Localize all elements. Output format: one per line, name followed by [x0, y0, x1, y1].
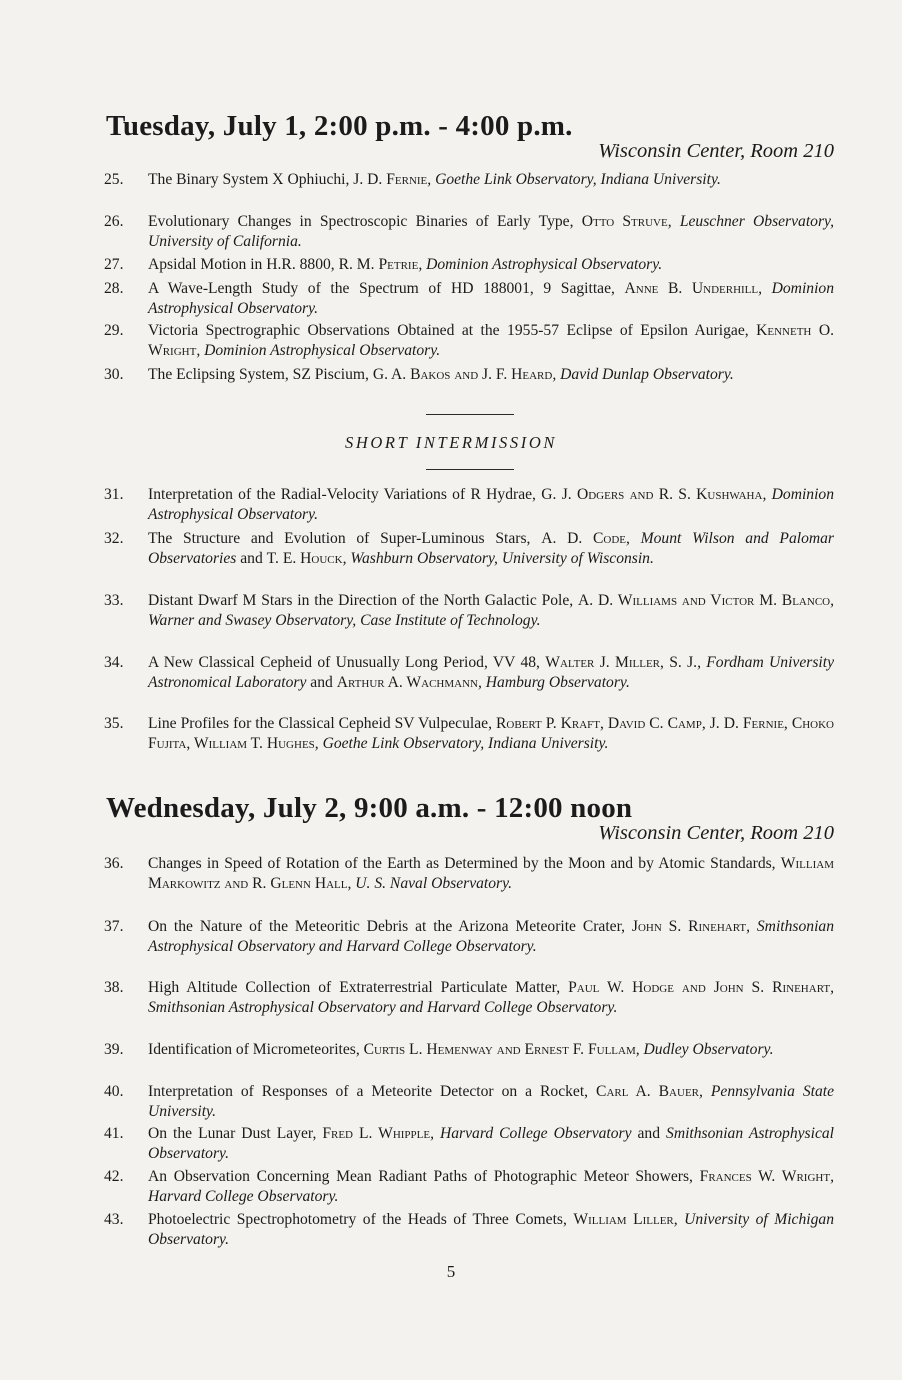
- paper-authors: Carl A. Bauer: [596, 1083, 700, 1100]
- paper-entry: [104, 917, 834, 958]
- paper-number: 33.: [104, 592, 124, 609]
- paper-title: Changes in Speed of Rotation of the Earth as Determined by the Moon and by Atomic Standards,: [148, 855, 781, 872]
- paper-affiliation: , U. S. Naval Observatory.: [347, 875, 513, 893]
- paper-entry: [104, 1082, 834, 1123]
- paper-authors: Otto Struve: [581, 213, 668, 230]
- paper-title: Apsidal Motion in H.R. 8800,: [148, 256, 339, 273]
- paper-affiliation: , Dominion Astrophysical Observatory.: [148, 280, 834, 318]
- paper-affiliation: , Smithsonian Astrophysical Observatory and Harvard College Observatory.: [148, 918, 834, 956]
- paper-number: 25.: [104, 171, 124, 188]
- paper-entry: [104, 529, 834, 570]
- paper-affiliation-secondary: , Hamburg Observatory.: [477, 674, 630, 692]
- paper-entry: [104, 854, 834, 895]
- paper-authors: G. J. Odgers and R. S. Kushwaha: [541, 486, 763, 503]
- paper-title: On the Nature of the Meteoritic Debris at the Arizona Meteorite Crater,: [148, 918, 632, 935]
- paper-title: An Observation Concerning Mean Radiant Paths of Photographic Meteor Showers,: [148, 1168, 700, 1185]
- paper-number: 30.: [104, 366, 124, 383]
- paper-number: 31.: [104, 486, 124, 503]
- paper-authors: Paul W. Hodge and John S. Rinehart: [568, 979, 831, 996]
- paper-number: 32.: [104, 530, 124, 547]
- short-intermission-heading: SHORT INTERMISSION: [345, 433, 557, 452]
- paper-number: 43.: [104, 1211, 124, 1228]
- paper-affiliation: , Goethe Link Observatory, Indiana University.: [427, 171, 721, 188]
- paper-affiliation: , Mount Wilson and Palomar Observatories: [148, 530, 834, 568]
- paper-title: The Binary System X Ophiuchi,: [148, 171, 354, 188]
- paper-title: Distant Dwarf M Stars in the Direction of the North Galactic Pole,: [148, 592, 579, 609]
- paper-title: Interpretation of the Radial-Velocity Variations of R Hydrae,: [148, 486, 542, 503]
- paper-number: 27.: [104, 256, 124, 273]
- paper-authors-secondary: T. E. Houck: [266, 550, 343, 568]
- paper-title: Evolutionary Changes in Spectroscopic Binaries of Early Type,: [148, 213, 582, 230]
- paper-connector: and: [306, 674, 337, 692]
- paper-affiliation: , Smithsonian Astrophysical Observatory and Harvard College Observatory.: [148, 979, 834, 1017]
- paper-number: 36.: [104, 855, 124, 872]
- paper-affiliation: , Fordham University Astronomical Laboratory: [148, 654, 834, 692]
- paper-authors: Walter J. Miller, S. J.: [545, 654, 698, 671]
- paper-number: 26.: [104, 213, 124, 230]
- paper-affiliation: , David Dunlap Observatory.: [552, 366, 734, 383]
- paper-authors: Kenneth O. Wright: [148, 322, 834, 360]
- paper-title: On the Lunar Dust Layer,: [148, 1125, 323, 1142]
- paper-affiliation: , Goethe Link Observatory, Indiana University.: [314, 735, 609, 753]
- paper-number: 38.: [104, 979, 124, 996]
- paper-number: 41.: [104, 1125, 124, 1142]
- paper-authors: J. D. Fernie: [353, 171, 428, 188]
- paper-entry: [104, 485, 834, 526]
- paper-entry: [104, 170, 834, 190]
- paper-entry: [104, 212, 834, 253]
- paper-number: 28.: [104, 280, 124, 297]
- paper-number: 29.: [104, 322, 124, 339]
- paper-entry: [104, 365, 834, 385]
- paper-affiliation: , Harvard College Observatory: [430, 1125, 632, 1142]
- paper-affiliation: , Dominion Astrophysical Observatory.: [418, 256, 663, 273]
- paper-entry: [104, 255, 834, 275]
- paper-authors: A. D. Code: [541, 530, 626, 547]
- paper-title: A Wave-Length Study of the Spectrum of HD 188001, 9 Sagittae,: [148, 280, 625, 297]
- paper-affiliation: , Dominion Astrophysical Observatory.: [148, 486, 835, 524]
- paper-affiliation: , Leuschner Observatory, University of California.: [148, 213, 834, 251]
- paper-entry: [104, 1040, 834, 1060]
- paper-authors-secondary: Arthur A. Wachmann: [336, 674, 478, 692]
- paper-title: Photoelectric Spectrophotometry of the Heads of Three Comets,: [148, 1211, 574, 1228]
- paper-affiliation: , Dudley Observatory.: [635, 1041, 774, 1058]
- paper-title: Identification of Micrometeorites,: [148, 1041, 364, 1058]
- session-title-wednesday: Wednesday, July 2, 9:00 a.m. - 12:00 noon: [106, 792, 633, 824]
- paper-title: Victoria Spectrographic Observations Obtained at the 1955-57 Eclipse of Epsilon Aurigae,: [148, 322, 757, 339]
- paper-authors: William Liller: [573, 1211, 674, 1228]
- paper-authors: Robert P. Kraft, David C. Camp, J. D. Fernie, Choko Fujita, William T. Hughes: [148, 715, 834, 753]
- paper-connector: and: [236, 550, 267, 568]
- paper-authors: Anne B. Underhill: [624, 280, 759, 297]
- paper-affiliation-secondary: , Washburn Observatory, University of Wisconsin.: [342, 550, 654, 568]
- paper-affiliation: , Dominion Astrophysical Observatory.: [196, 342, 441, 360]
- paper-authors: John S. Rinehart: [631, 918, 747, 935]
- divider-rule: [426, 414, 514, 415]
- paper-title: Interpretation of Responses of a Meteorite Detector on a Rocket,: [148, 1083, 597, 1100]
- paper-number: 42.: [104, 1168, 124, 1185]
- paper-authors: Frances W. Wright: [699, 1168, 831, 1185]
- paper-affiliation: , Pennsylvania State University.: [148, 1083, 835, 1121]
- paper-authors: Curtis L. Hemenway and Ernest F. Fullam: [363, 1041, 636, 1058]
- paper-authors: William Markowitz and R. Glenn Hall: [148, 855, 834, 893]
- paper-authors: Fred L. Whipple: [322, 1125, 431, 1142]
- paper-number: 39.: [104, 1041, 124, 1058]
- paper-entry: [104, 1210, 834, 1251]
- page-number: 5: [446, 1262, 456, 1281]
- paper-authors: R. M. Petrie: [338, 256, 419, 273]
- session-venue-wednesday: Wisconsin Center, Room 210: [598, 822, 834, 844]
- session-title-tuesday: Tuesday, July 1, 2:00 p.m. - 4:00 p.m.: [106, 110, 573, 142]
- paper-number: 35.: [104, 715, 124, 732]
- paper-authors: G. A. Bakos and J. F. Heard: [372, 366, 553, 383]
- paper-title: The Structure and Evolution of Super-Luminous Stars,: [148, 530, 542, 547]
- paper-authors: A. D. Williams and Victor M. Blanco: [578, 592, 831, 609]
- session-venue-tuesday: Wisconsin Center, Room 210: [598, 140, 834, 162]
- paper-number: 37.: [104, 918, 124, 935]
- paper-connector: and: [631, 1125, 667, 1142]
- paper-entry: [104, 653, 834, 694]
- paper-entry: [104, 321, 834, 362]
- paper-entry: [104, 1167, 834, 1208]
- paper-title: Line Profiles for the Classical Cepheid SV Vulpeculae,: [148, 715, 496, 732]
- paper-affiliation-secondary: Smithsonian Astrophysical Observatory.: [148, 1125, 834, 1163]
- paper-title: The Eclipsing System, SZ Piscium,: [148, 366, 373, 383]
- paper-title: High Altitude Collection of Extraterrestrial Particulate Matter,: [148, 979, 569, 996]
- paper-affiliation: , University of Michigan Observatory.: [148, 1211, 834, 1249]
- paper-number: 34.: [104, 654, 124, 671]
- divider-rule: [426, 469, 514, 470]
- paper-entry: [104, 714, 834, 755]
- paper-entry: [104, 978, 834, 1019]
- paper-affiliation: , Harvard College Observatory.: [148, 1168, 834, 1206]
- paper-entry: [104, 279, 834, 320]
- paper-entry: [104, 591, 834, 632]
- paper-entry: [104, 1124, 834, 1165]
- paper-title: A New Classical Cepheid of Unusually Long Period, VV 48,: [148, 654, 546, 671]
- paper-number: 40.: [104, 1083, 124, 1100]
- paper-affiliation: , Warner and Swasey Observatory, Case Institute of Technology.: [148, 592, 835, 630]
